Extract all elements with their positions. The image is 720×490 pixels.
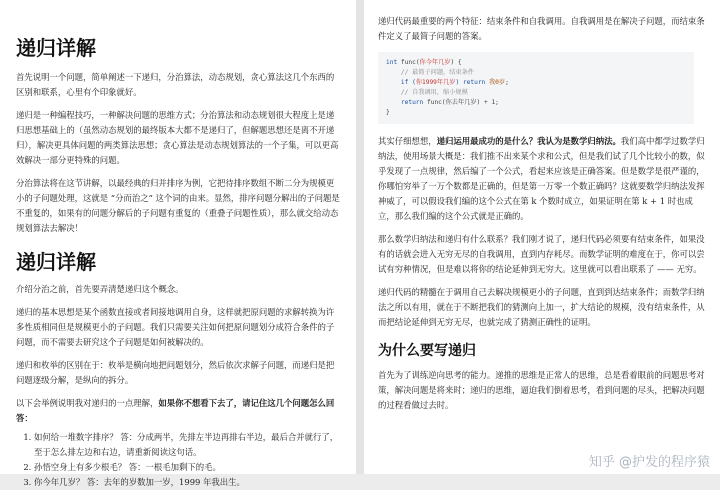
code-value: 我0岁	[489, 79, 506, 86]
paragraph-essence: 递归代码的精髓在于调用自己去解决规模更小的子问题，直到到达结束条件；而数学归纳法之所以有用，就在于不断把我们的猜测向上加一，扩大结论的规模，没有结束条件，从而把结论延伸到无穷无尽，也就完成了猜测正确性的证明。	[378, 287, 705, 327]
code-arg: 你今年几岁	[419, 59, 451, 66]
right-page	[364, 0, 720, 474]
paragraph-induction	[378, 134, 706, 224]
watermark: 知乎 @护发的程序猿	[588, 455, 710, 470]
intro-paragraph: 首先说明一个问题，简单阐述一下递归，分治算法，动态规划，贪心算法这几个东西的区别和联系，心里有个印象就好。	[16, 72, 335, 97]
code-kw-int: int	[386, 59, 398, 66]
code-semicolon: ;	[505, 79, 509, 86]
induction-bold: 递归运用最成功的是什么？我认为是数学归纳法。	[436, 136, 621, 146]
code-close: }	[386, 109, 390, 116]
paragraph-example-lead	[16, 396, 342, 426]
title-recursion-2: 递归详解	[16, 250, 96, 274]
code-block	[378, 52, 694, 124]
list-item: 3. 你今年几岁？ 答：去年的岁数加一岁，1999 年我出生。	[34, 475, 342, 490]
code-cond: 你1999年几岁	[415, 79, 456, 86]
left-page	[0, 0, 356, 487]
page-divider	[356, 0, 364, 474]
code-brace: ) {	[450, 59, 462, 66]
title-why-recursion: 为什么要写递归	[378, 343, 476, 359]
title-recursion-1: 递归详解	[16, 36, 96, 60]
induction-body: 我们高中都学过数学归纳法，使用场景大概是：我们推不出来某个求和公式，但是我们试了几个比较小的数，似乎发现了一点规律，然后编了一个公式，看起来应该是正确答案。但是数学是很严谨的，你哪怕穷举了一万个数都是正确的，但是第一万零一个数正确吗？这就要数学归纳法发挥神威了，可以假设我们编的这个公式在第 k 个数时成立，如果证明在第 k + 1 时也成立，那么我们编的这个公式就是正确的。	[378, 136, 705, 221]
paragraph-connection: 那么数学归纳法和递归有什么联系？我们刚才说了，递归代码必须要有结束条件，如果没有的话就会进入无穷无尽的自我调用，直到内存耗尽。而数学证明的难度在于，你可以尝试有穷种情况，但是难以将你的结论延伸到无穷大。这里就可以看出联系了 —— 无穷。	[378, 234, 705, 274]
code-recursive-call: func(你去年几岁) + 1;	[423, 99, 499, 106]
qa-list	[16, 430, 342, 490]
code-comment-2: // 自我调用，缩小规模	[400, 89, 468, 96]
paragraph-concept: 介绍分治之前，首先要弄清楚递归这个概念。	[16, 284, 184, 294]
code-return-1: ) return	[455, 79, 489, 86]
code-comment-1: // 最简子问题，结束条件	[400, 69, 474, 76]
code-if: if (	[400, 79, 416, 86]
paragraph-basic-idea: 递归的基本思想是某个函数直接或者间接地调用自身，这样就把原问题的求解转换为许多性质相同但是规模更小的子问题。我们只需要关注如何把原问题划分成符合条件的子问题，而不需要去研究这个子问题是如何被解决的。	[16, 307, 335, 347]
paragraph-recursion-technique: 递归是一种编程技巧，一种解决问题的思维方式；分治算法和动态规划很大程度上是递归思想基础上的（虽然动态规划的最终版本大都不是递归了，但解题思想还是离不开递归），解决更具体问题的两类算法思想；贪心算法是动态规划算法的一个子集，可以更高效解决一部分更特殊的问题。	[16, 110, 339, 165]
paragraph-divide-conquer: 分治算法将在这节讲解，以最经典的归并排序为例，它把待排序数组不断二分为规模更小的子问题处理，这就是 “分而治之” 这个词的由来。显然，排序问题分解出的子问题是不重复的，如果有的问题分解后的子问题有重复的（重叠子问题性质），那么就交给动态规划算法去解决！	[16, 178, 340, 233]
code-return-2: return	[400, 99, 424, 106]
paragraph-features: 递归代码最重要的两个特征：结束条件和自我调用。自我调用是在解决子问题，而结束条件定义了最简子问题的答案。	[378, 16, 705, 41]
paragraph-enum-diff: 递归和枚举的区别在于：枚举是横向地把问题划分，然后依次求解子问题，而递归是把问题逐级分解，是纵向的拆分。	[16, 360, 335, 385]
paragraph-why: 首先为了训练逆向思考的能力。递推的思维是正常人的思维，总是看着眼前的问题思考对策，解决问题是将来时；递归的思维，逼迫我们倒着思考，看到问题的尽头，把解决问题的过程看做过去时。	[378, 370, 705, 410]
induction-lead: 其实仔细想想，	[378, 136, 437, 146]
list-item: 1. 如何给一堆数字排序？ 答：分成两半，先排左半边再排右半边，最后合并就行了，至于怎么排左边和右边，请重新阅读这句话。	[34, 430, 342, 460]
lead-bold: 如果你不想看下去了，请记住这几个问题怎么回答：	[16, 398, 335, 423]
list-item: 2. 孙悟空身上有多少根毛？ 答：一根毛加剩下的毛。	[34, 460, 342, 475]
lead-text: 以下会举例说明我对递归的一点理解，	[16, 398, 159, 408]
code-fn: func(	[397, 59, 420, 66]
